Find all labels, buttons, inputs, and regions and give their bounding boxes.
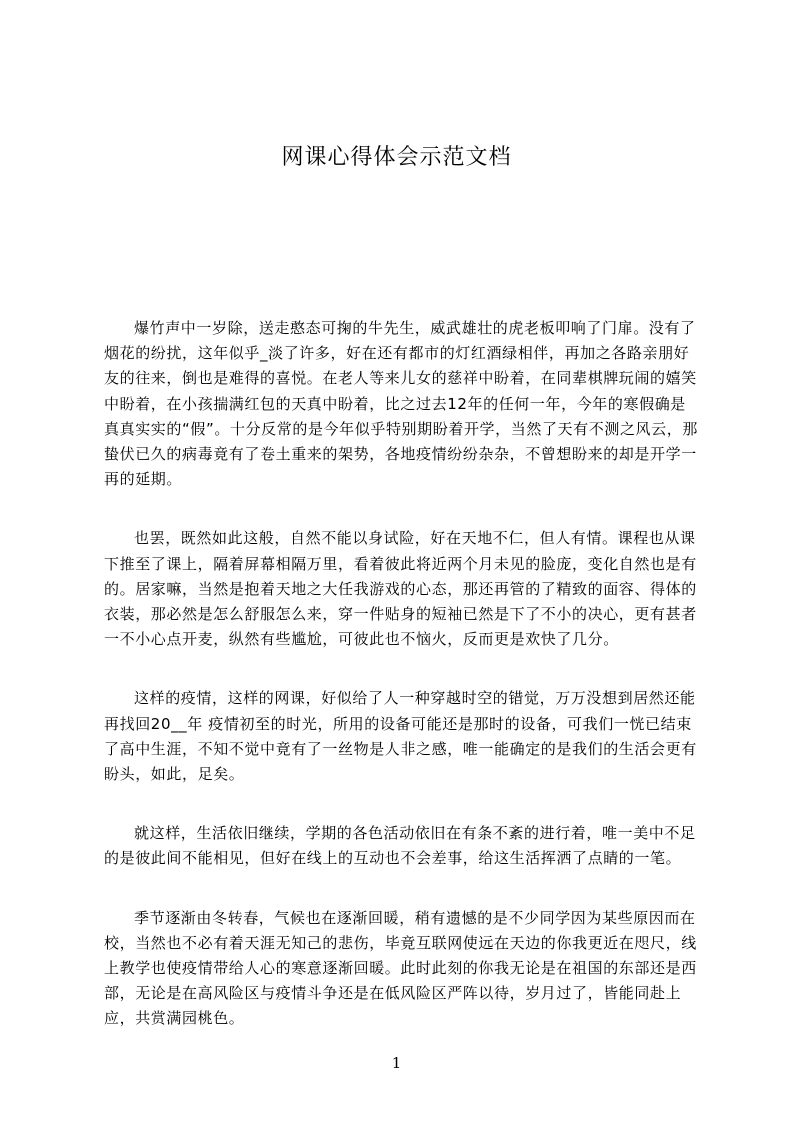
paragraph-2: 也罢，既然如此这般，自然不能以身试险，好在天地不仁，但人有情。课程也从课下推至了课上，隔着屏幕相隔万里，看着彼此将近两个月未见的脸庞，变化自然也是有的。居家嘛，当然是抱着天地之大任我游戏的心态，那还再管的了精致的面容、得体的衣装，那必然是怎么舒服怎么来，穿一件贴身的短袖已然是下了不小的决心，更有甚者一不小心点开麦，纵然有些尴尬，可彼此也不恼火，反而更是欢快了几分。 xyxy=(104,529,697,649)
paragraph-4: 就这样，生活依旧继续，学期的各色活动依旧在有条不紊的进行着，唯一美中不足的是彼此间不能相见，但好在线上的互动也不会差事，给这生活挥洒了点睛的一笔。 xyxy=(104,824,696,868)
paragraph-5: 季节逐渐由冬转春，气候也在逐渐回暖，稍有遗憾的是不少同学因为某些原因而在校，当然也不必有着天涯无知己的悲伤，毕竟互联网使远在天边的你我更近在咫尺，线上教学也使疫情带给人心的寒意逐渐回暖。此时此刻的你我无论是在祖国的东部还是西部，无论是在高风险区与疫情斗争还是在低风险区严阵以待，岁月过了，皆能同赴上应，共赏满园桃色。 xyxy=(104,908,697,1028)
paragraph-1: 爆竹声中一岁除，送走憨态可掬的牛先生，威武雄壮的虎老板叩响了门扉。没有了烟花的纷扰，这年似乎_淡了许多，好在还有都市的灯红酒绿相伴，再加之各路亲朋好友的往来，倒也是难得的喜悦。在老人等来儿女的慈祥中盼着，在同辈棋牌玩闹的嬉笑中盼着，在小孩揣满红包的天真中盼着，比之过去12年的任何一年，今年的寒假确是真真实实的“假”。十分反常的是今年似乎特别期盼着开学，当然了天有不测之风云，那蛰伏已久的病毒竟有了卷土重来的架势，各地疫情纷纷杂杂，不曾想盼来的却是开学一再的延期。 xyxy=(104,319,698,489)
document-title: 网课心得体会示范文档 xyxy=(281,145,512,170)
paragraph-3: 这样的疫情，这样的网课，好似给了人一种穿越时空的错觉，万万没想到居然还能再找回20__年 疫情初至的时光，所用的设备可能还是那时的设备，可我们一恍已结束了高中生涯，不知不觉中竟有了一丝物是人非之感，唯一能确定的是我们的生活会更有盼头，如此，足矣。 xyxy=(104,689,697,784)
document-body xyxy=(104,316,700,1066)
page-number: 1 xyxy=(391,1054,402,1072)
